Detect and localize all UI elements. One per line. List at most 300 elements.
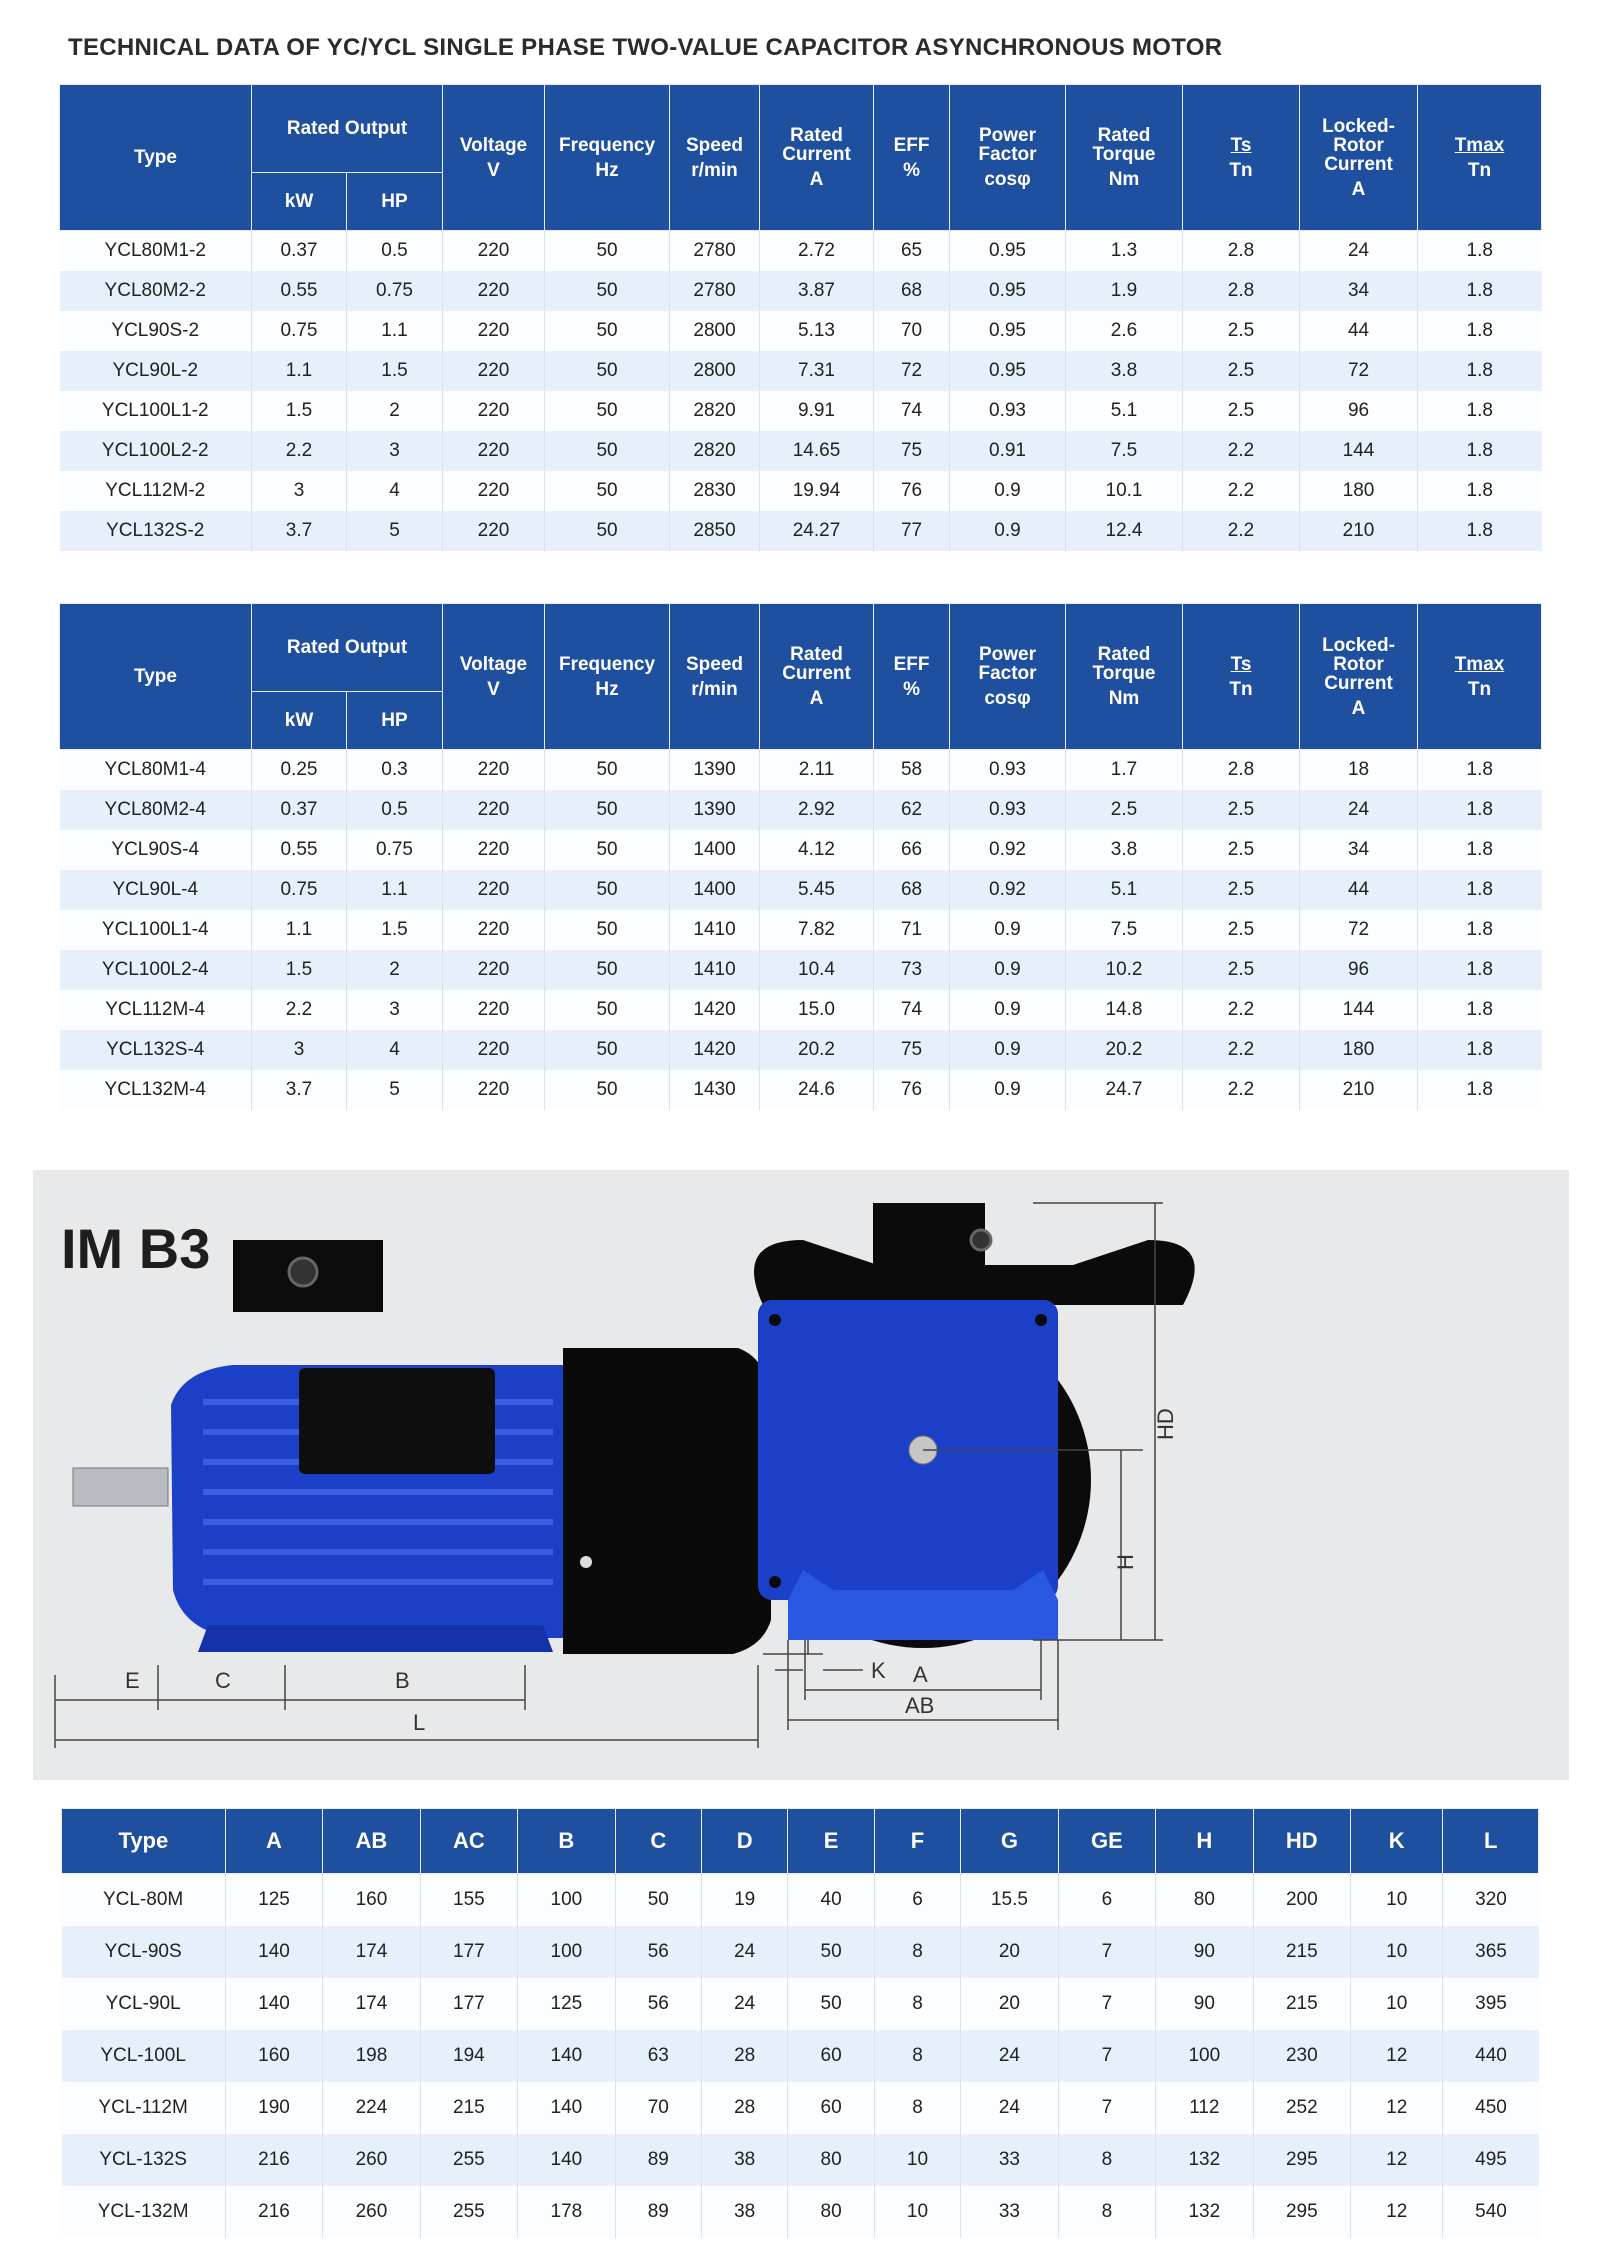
value-cell: 0.92 bbox=[950, 830, 1066, 870]
value-cell: 1390 bbox=[670, 750, 760, 791]
value-cell: 1.1 bbox=[347, 870, 443, 910]
dim-label-ab: AB bbox=[905, 1693, 935, 1718]
value-cell: 33 bbox=[961, 2186, 1058, 2238]
value-cell: 7 bbox=[1058, 2082, 1155, 2134]
value-cell: 1400 bbox=[670, 830, 760, 870]
value-cell: 24 bbox=[701, 1926, 787, 1978]
value-cell: 76 bbox=[874, 1070, 950, 1110]
value-cell: 1420 bbox=[670, 990, 760, 1030]
col-rated-torque: Rated Torque Nm bbox=[1066, 604, 1183, 750]
table-row bbox=[60, 471, 1542, 511]
technical-data-table-2-pole bbox=[59, 84, 1542, 551]
col-tmax-tn: Tmax Tn bbox=[1418, 85, 1542, 231]
value-cell: 177 bbox=[420, 1926, 517, 1978]
value-cell: 20.2 bbox=[760, 1030, 874, 1070]
value-cell: 140 bbox=[225, 1978, 322, 2030]
value-cell: 0.93 bbox=[950, 750, 1066, 791]
value-cell: 0.9 bbox=[950, 511, 1066, 551]
value-cell: 112 bbox=[1156, 2082, 1253, 2134]
table-row bbox=[60, 1030, 1542, 1070]
value-cell: 19 bbox=[701, 1874, 787, 1927]
value-cell: 3.87 bbox=[760, 271, 874, 311]
value-cell: 2.5 bbox=[1183, 391, 1300, 431]
value-cell: 0.92 bbox=[950, 870, 1066, 910]
dimension-table-body bbox=[62, 1874, 1539, 2239]
value-cell: 56 bbox=[615, 1978, 701, 2030]
col-type: Type bbox=[60, 85, 252, 231]
dimension-header-cell: Type bbox=[62, 1809, 226, 1874]
value-cell: 50 bbox=[545, 950, 670, 990]
value-cell: 7 bbox=[1058, 1978, 1155, 2030]
value-cell: 89 bbox=[615, 2186, 701, 2238]
table-body-4-pole bbox=[60, 750, 1542, 1111]
value-cell: 3.7 bbox=[252, 1070, 347, 1110]
dim-label-c: C bbox=[215, 1668, 231, 1693]
cover-screw bbox=[580, 1556, 592, 1568]
table-row bbox=[60, 790, 1542, 830]
table-row bbox=[60, 750, 1542, 791]
im-b3-dimension-drawing bbox=[33, 1170, 1569, 1780]
dimension-header-cell: HD bbox=[1253, 1809, 1350, 1874]
motor-side-view bbox=[73, 1240, 771, 1654]
dimension-header-cell: D bbox=[701, 1809, 787, 1874]
value-cell: 2.2 bbox=[1183, 990, 1300, 1030]
type-cell: YCL-132S bbox=[62, 2134, 226, 2186]
value-cell: 2780 bbox=[670, 271, 760, 311]
dimension-header-cell: K bbox=[1351, 1809, 1443, 1874]
value-cell: 5.45 bbox=[760, 870, 874, 910]
type-cell: YCL80M2-2 bbox=[60, 271, 252, 311]
dimension-header-cell: AB bbox=[323, 1809, 420, 1874]
value-cell: 50 bbox=[545, 231, 670, 272]
value-cell: 14.65 bbox=[760, 431, 874, 471]
value-cell: 255 bbox=[420, 2134, 517, 2186]
value-cell: 140 bbox=[518, 2030, 615, 2082]
value-cell: 1.8 bbox=[1418, 950, 1542, 990]
value-cell: 100 bbox=[518, 1926, 615, 1978]
value-cell: 395 bbox=[1443, 1978, 1539, 2030]
value-cell: 174 bbox=[323, 1926, 420, 1978]
value-cell: 1.8 bbox=[1418, 1070, 1542, 1110]
value-cell: 24.27 bbox=[760, 511, 874, 551]
value-cell: 1.8 bbox=[1418, 431, 1542, 471]
dim-label-b: B bbox=[395, 1668, 410, 1693]
value-cell: 62 bbox=[874, 790, 950, 830]
value-cell: 210 bbox=[1300, 1070, 1418, 1110]
table-row bbox=[60, 391, 1542, 431]
col-eff: EFF % bbox=[874, 604, 950, 750]
value-cell: 50 bbox=[545, 351, 670, 391]
value-cell: 80 bbox=[788, 2134, 874, 2186]
dimension-table bbox=[61, 1808, 1539, 2238]
value-cell: 8 bbox=[874, 1978, 960, 2030]
motor-feet bbox=[198, 1625, 553, 1652]
value-cell: 1.1 bbox=[252, 351, 347, 391]
value-cell: 7.31 bbox=[760, 351, 874, 391]
table-body-2-pole bbox=[60, 231, 1542, 552]
value-cell: 220 bbox=[443, 830, 545, 870]
value-cell: 2.5 bbox=[1183, 311, 1300, 351]
value-cell: 178 bbox=[518, 2186, 615, 2238]
value-cell: 0.75 bbox=[252, 311, 347, 351]
value-cell: 9.91 bbox=[760, 391, 874, 431]
dimension-header-cell: F bbox=[874, 1809, 960, 1874]
value-cell: 1.8 bbox=[1418, 511, 1542, 551]
value-cell: 90 bbox=[1156, 1978, 1253, 2030]
value-cell: 10 bbox=[1351, 1874, 1443, 1927]
value-cell: 56 bbox=[615, 1926, 701, 1978]
col-ts-tn: Ts Tn bbox=[1183, 85, 1300, 231]
value-cell: 144 bbox=[1300, 990, 1418, 1030]
value-cell: 1420 bbox=[670, 1030, 760, 1070]
value-cell: 220 bbox=[443, 351, 545, 391]
value-cell: 34 bbox=[1300, 271, 1418, 311]
value-cell: 3 bbox=[252, 1030, 347, 1070]
value-cell: 4 bbox=[347, 471, 443, 511]
table-row bbox=[62, 1874, 1539, 1927]
value-cell: 38 bbox=[701, 2186, 787, 2238]
dim-label-a: A bbox=[913, 1662, 928, 1687]
value-cell: 260 bbox=[323, 2134, 420, 2186]
value-cell: 89 bbox=[615, 2134, 701, 2186]
cable-gland bbox=[289, 1258, 317, 1286]
value-cell: 44 bbox=[1300, 870, 1418, 910]
value-cell: 12.4 bbox=[1066, 511, 1183, 551]
value-cell: 1.8 bbox=[1418, 351, 1542, 391]
dim-label-e: E bbox=[125, 1668, 140, 1693]
value-cell: 50 bbox=[545, 431, 670, 471]
value-cell: 10 bbox=[1351, 1978, 1443, 2030]
value-cell: 1390 bbox=[670, 790, 760, 830]
col-kw: kW bbox=[252, 173, 347, 231]
col-power-factor: Power Factor cosφ bbox=[950, 85, 1066, 231]
type-cell: YCL100L2-2 bbox=[60, 431, 252, 471]
value-cell: 140 bbox=[518, 2082, 615, 2134]
value-cell: 0.75 bbox=[347, 271, 443, 311]
value-cell: 2.5 bbox=[1183, 950, 1300, 990]
value-cell: 2820 bbox=[670, 391, 760, 431]
value-cell: 230 bbox=[1253, 2030, 1350, 2082]
value-cell: 24.6 bbox=[760, 1070, 874, 1110]
value-cell: 1.7 bbox=[1066, 750, 1183, 791]
value-cell: 220 bbox=[443, 511, 545, 551]
value-cell: 58 bbox=[874, 750, 950, 791]
value-cell: 0.93 bbox=[950, 790, 1066, 830]
value-cell: 155 bbox=[420, 1874, 517, 1927]
dim-label-h: H bbox=[1113, 1554, 1138, 1570]
table-row bbox=[62, 1978, 1539, 2030]
col-voltage: Voltage V bbox=[443, 85, 545, 231]
value-cell: 0.9 bbox=[950, 1030, 1066, 1070]
value-cell: 24 bbox=[1300, 790, 1418, 830]
value-cell: 220 bbox=[443, 431, 545, 471]
value-cell: 65 bbox=[874, 231, 950, 272]
table-row bbox=[60, 910, 1542, 950]
value-cell: 160 bbox=[323, 1874, 420, 1927]
value-cell: 295 bbox=[1253, 2134, 1350, 2186]
dim-label-hd: HD bbox=[1153, 1408, 1178, 1440]
value-cell: 2.6 bbox=[1066, 311, 1183, 351]
value-cell: 75 bbox=[874, 1030, 950, 1070]
value-cell: 2.2 bbox=[1183, 471, 1300, 511]
value-cell: 198 bbox=[323, 2030, 420, 2082]
value-cell: 12 bbox=[1351, 2186, 1443, 2238]
type-cell: YCL90S-4 bbox=[60, 830, 252, 870]
value-cell: 7.5 bbox=[1066, 431, 1183, 471]
value-cell: 2 bbox=[347, 950, 443, 990]
value-cell: 144 bbox=[1300, 431, 1418, 471]
value-cell: 7 bbox=[1058, 1926, 1155, 1978]
type-cell: YCL-90L bbox=[62, 1978, 226, 2030]
col-hp: HP bbox=[347, 173, 443, 231]
dimension-header-cell: A bbox=[225, 1809, 322, 1874]
table-row bbox=[60, 830, 1542, 870]
value-cell: 0.55 bbox=[252, 830, 347, 870]
value-cell: 72 bbox=[874, 351, 950, 391]
value-cell: 2.2 bbox=[1183, 511, 1300, 551]
type-cell: YCL-100L bbox=[62, 2030, 226, 2082]
value-cell: 132 bbox=[1156, 2134, 1253, 2186]
value-cell: 1400 bbox=[670, 870, 760, 910]
value-cell: 1.8 bbox=[1418, 750, 1542, 791]
value-cell: 50 bbox=[788, 1926, 874, 1978]
col-rated-torque: Rated Torque Nm bbox=[1066, 85, 1183, 231]
value-cell: 1.5 bbox=[252, 950, 347, 990]
value-cell: 1.8 bbox=[1418, 271, 1542, 311]
value-cell: 15.5 bbox=[961, 1874, 1058, 1927]
value-cell: 1.8 bbox=[1418, 870, 1542, 910]
value-cell: 24 bbox=[701, 1978, 787, 2030]
value-cell: 2800 bbox=[670, 351, 760, 391]
value-cell: 2.11 bbox=[760, 750, 874, 791]
front-terminal-box bbox=[873, 1203, 985, 1281]
value-cell: 2.2 bbox=[252, 990, 347, 1030]
value-cell: 7.5 bbox=[1066, 910, 1183, 950]
value-cell: 6 bbox=[1058, 1874, 1155, 1927]
value-cell: 7.82 bbox=[760, 910, 874, 950]
value-cell: 0.95 bbox=[950, 311, 1066, 351]
value-cell: 73 bbox=[874, 950, 950, 990]
value-cell: 215 bbox=[1253, 1926, 1350, 1978]
type-cell: YCL112M-4 bbox=[60, 990, 252, 1030]
value-cell: 0.95 bbox=[950, 231, 1066, 272]
col-kw: kW bbox=[252, 692, 347, 750]
type-cell: YCL100L1-2 bbox=[60, 391, 252, 431]
dimension-header-cell: E bbox=[788, 1809, 874, 1874]
value-cell: 220 bbox=[443, 231, 545, 272]
value-cell: 1.9 bbox=[1066, 271, 1183, 311]
value-cell: 0.9 bbox=[950, 1070, 1066, 1110]
value-cell: 200 bbox=[1253, 1874, 1350, 1927]
value-cell: 1.3 bbox=[1066, 231, 1183, 272]
value-cell: 1.8 bbox=[1418, 790, 1542, 830]
value-cell: 96 bbox=[1300, 950, 1418, 990]
dimension-table-header bbox=[62, 1809, 1539, 1874]
value-cell: 2.8 bbox=[1183, 231, 1300, 272]
value-cell: 28 bbox=[701, 2030, 787, 2082]
value-cell: 24 bbox=[1300, 231, 1418, 272]
value-cell: 50 bbox=[545, 391, 670, 431]
dimension-header-cell: AC bbox=[420, 1809, 517, 1874]
value-cell: 50 bbox=[545, 830, 670, 870]
value-cell: 90 bbox=[1156, 1926, 1253, 1978]
value-cell: 71 bbox=[874, 910, 950, 950]
value-cell: 0.5 bbox=[347, 231, 443, 272]
value-cell: 2.5 bbox=[1183, 351, 1300, 391]
value-cell: 72 bbox=[1300, 351, 1418, 391]
value-cell: 15.0 bbox=[760, 990, 874, 1030]
drawing-title: IM B3 bbox=[61, 1217, 211, 1280]
dimension-header-cell: B bbox=[518, 1809, 615, 1874]
value-cell: 295 bbox=[1253, 2186, 1350, 2238]
value-cell: 50 bbox=[545, 311, 670, 351]
value-cell: 3 bbox=[347, 431, 443, 471]
value-cell: 34 bbox=[1300, 830, 1418, 870]
value-cell: 0.55 bbox=[252, 271, 347, 311]
value-cell: 2.8 bbox=[1183, 750, 1300, 791]
value-cell: 220 bbox=[443, 391, 545, 431]
table-row bbox=[60, 351, 1542, 391]
value-cell: 2.72 bbox=[760, 231, 874, 272]
value-cell: 72 bbox=[1300, 910, 1418, 950]
value-cell: 215 bbox=[420, 2082, 517, 2134]
type-cell: YCL90L-2 bbox=[60, 351, 252, 391]
value-cell: 5.1 bbox=[1066, 870, 1183, 910]
value-cell: 70 bbox=[615, 2082, 701, 2134]
value-cell: 160 bbox=[225, 2030, 322, 2082]
value-cell: 0.5 bbox=[347, 790, 443, 830]
value-cell: 5 bbox=[347, 511, 443, 551]
col-rated-current: Rated Current A bbox=[760, 85, 874, 231]
value-cell: 2830 bbox=[670, 471, 760, 511]
value-cell: 216 bbox=[225, 2186, 322, 2238]
value-cell: 365 bbox=[1443, 1926, 1539, 1978]
value-cell: 0.9 bbox=[950, 471, 1066, 511]
dimension-header-cell: H bbox=[1156, 1809, 1253, 1874]
value-cell: 10.2 bbox=[1066, 950, 1183, 990]
value-cell: 1410 bbox=[670, 910, 760, 950]
col-type: Type bbox=[60, 604, 252, 750]
value-cell: 76 bbox=[874, 471, 950, 511]
value-cell: 220 bbox=[443, 910, 545, 950]
value-cell: 220 bbox=[443, 750, 545, 791]
capacitor-box bbox=[299, 1368, 495, 1474]
value-cell: 50 bbox=[545, 910, 670, 950]
value-cell: 450 bbox=[1443, 2082, 1539, 2134]
value-cell: 12 bbox=[1351, 2082, 1443, 2134]
value-cell: 220 bbox=[443, 311, 545, 351]
value-cell: 140 bbox=[518, 2134, 615, 2186]
value-cell: 220 bbox=[443, 471, 545, 511]
table-row bbox=[62, 2030, 1539, 2082]
value-cell: 1.8 bbox=[1418, 910, 1542, 950]
value-cell: 2.5 bbox=[1183, 870, 1300, 910]
value-cell: 50 bbox=[545, 750, 670, 791]
value-cell: 40 bbox=[788, 1874, 874, 1927]
value-cell: 50 bbox=[545, 271, 670, 311]
dimension-header-cell: L bbox=[1443, 1809, 1539, 1874]
value-cell: 2.2 bbox=[1183, 431, 1300, 471]
table-row bbox=[60, 231, 1542, 272]
value-cell: 2.5 bbox=[1183, 830, 1300, 870]
value-cell: 77 bbox=[874, 511, 950, 551]
type-cell: YCL90L-4 bbox=[60, 870, 252, 910]
value-cell: 1.5 bbox=[347, 351, 443, 391]
col-tmax-tn: Tmax Tn bbox=[1418, 604, 1542, 750]
value-cell: 220 bbox=[443, 1030, 545, 1070]
value-cell: 1.8 bbox=[1418, 391, 1542, 431]
col-locked-rotor: Locked-Rotor Current A bbox=[1300, 604, 1418, 750]
value-cell: 180 bbox=[1300, 1030, 1418, 1070]
type-cell: YCL132M-4 bbox=[60, 1070, 252, 1110]
value-cell: 0.75 bbox=[252, 870, 347, 910]
type-cell: YCL132S-2 bbox=[60, 511, 252, 551]
value-cell: 1.8 bbox=[1418, 830, 1542, 870]
table-row bbox=[62, 1926, 1539, 1978]
table-row bbox=[62, 2082, 1539, 2134]
value-cell: 10 bbox=[1351, 1926, 1443, 1978]
value-cell: 0.9 bbox=[950, 950, 1066, 990]
value-cell: 2850 bbox=[670, 511, 760, 551]
value-cell: 1.8 bbox=[1418, 471, 1542, 511]
value-cell: 8 bbox=[1058, 2134, 1155, 2186]
col-speed: Speed r/min bbox=[670, 604, 760, 750]
value-cell: 3.8 bbox=[1066, 830, 1183, 870]
value-cell: 66 bbox=[874, 830, 950, 870]
table-row bbox=[60, 431, 1542, 471]
value-cell: 3 bbox=[252, 471, 347, 511]
value-cell: 63 bbox=[615, 2030, 701, 2082]
value-cell: 19.94 bbox=[760, 471, 874, 511]
value-cell: 7 bbox=[1058, 2030, 1155, 2082]
value-cell: 540 bbox=[1443, 2186, 1539, 2238]
value-cell: 0.25 bbox=[252, 750, 347, 791]
value-cell: 3.7 bbox=[252, 511, 347, 551]
value-cell: 8 bbox=[874, 2030, 960, 2082]
value-cell: 20.2 bbox=[1066, 1030, 1183, 1070]
value-cell: 100 bbox=[518, 1874, 615, 1927]
value-cell: 20 bbox=[961, 1978, 1058, 2030]
value-cell: 0.95 bbox=[950, 271, 1066, 311]
value-cell: 320 bbox=[1443, 1874, 1539, 1927]
value-cell: 2.5 bbox=[1066, 790, 1183, 830]
value-cell: 125 bbox=[225, 1874, 322, 1927]
dimension-header-cell: G bbox=[961, 1809, 1058, 1874]
type-cell: YCL-132M bbox=[62, 2186, 226, 2238]
value-cell: 1.8 bbox=[1418, 311, 1542, 351]
value-cell: 5.1 bbox=[1066, 391, 1183, 431]
value-cell: 5 bbox=[347, 1070, 443, 1110]
value-cell: 2800 bbox=[670, 311, 760, 351]
table-row bbox=[62, 2134, 1539, 2186]
page-title: TECHNICAL DATA OF YC/YCL SINGLE PHASE TWO-VALUE CAPACITOR ASYNCHRONOUS MOTOR bbox=[68, 34, 1223, 61]
dim-label-l: L bbox=[413, 1710, 426, 1735]
value-cell: 0.95 bbox=[950, 351, 1066, 391]
value-cell: 2.92 bbox=[760, 790, 874, 830]
value-cell: 60 bbox=[788, 2030, 874, 2082]
value-cell: 50 bbox=[545, 1030, 670, 1070]
value-cell: 0.9 bbox=[950, 910, 1066, 950]
value-cell: 1.5 bbox=[252, 391, 347, 431]
value-cell: 4 bbox=[347, 1030, 443, 1070]
fan-cover bbox=[563, 1348, 771, 1654]
type-cell: YCL-90S bbox=[62, 1926, 226, 1978]
type-cell: YCL100L1-4 bbox=[60, 910, 252, 950]
type-cell: YCL80M1-2 bbox=[60, 231, 252, 272]
value-cell: 1.1 bbox=[252, 910, 347, 950]
table-row bbox=[62, 2186, 1539, 2238]
col-voltage: Voltage V bbox=[443, 604, 545, 750]
